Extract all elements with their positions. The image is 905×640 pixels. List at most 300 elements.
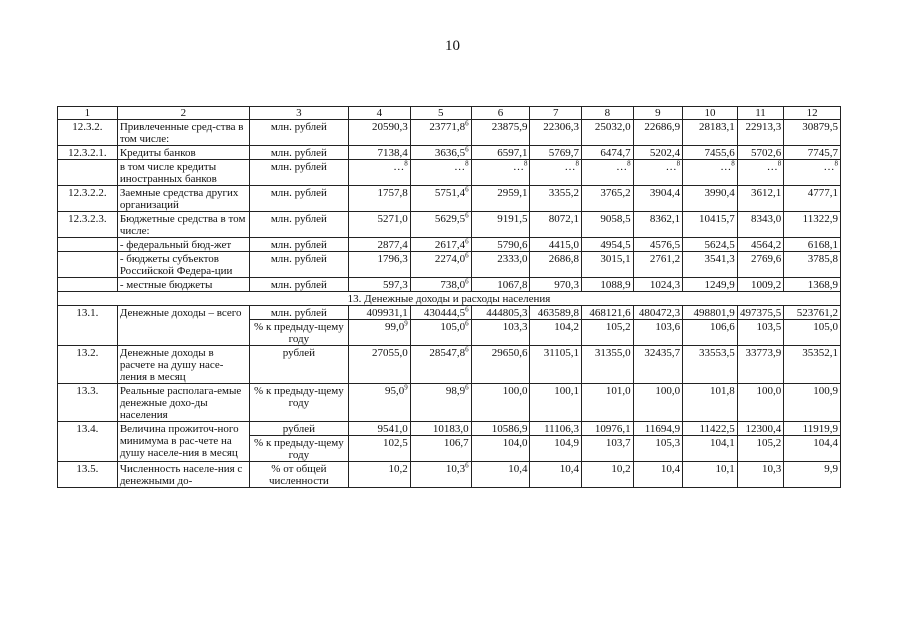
- footnote-marker: 6: [465, 305, 469, 314]
- row-name: Величина прожиточ-ного минимума в рас-чете на душу населе-ния в месяц: [117, 422, 249, 462]
- row-unit: млн. рублей: [249, 146, 348, 160]
- value-cell: [737, 278, 783, 292]
- value-text: 498801,9: [693, 307, 735, 319]
- value-text: 4576,5: [649, 239, 681, 251]
- value-cell: [784, 462, 841, 488]
- value-cell: [683, 422, 738, 436]
- statistics-table: [57, 106, 841, 488]
- value-text: 4564,2: [750, 239, 782, 251]
- row-unit: млн. рублей: [249, 278, 348, 292]
- value-cell: [530, 212, 582, 238]
- value-text: 106,7: [443, 437, 469, 449]
- table-row: [58, 278, 841, 292]
- value-cell: [633, 384, 683, 422]
- row-code: 13.4.: [58, 422, 118, 462]
- value-cell: [471, 238, 530, 252]
- value-text: 22306,3: [543, 121, 580, 133]
- value-text: 33553,5: [699, 347, 735, 359]
- value-cell: [530, 160, 582, 186]
- value-text: 2274,0: [434, 253, 466, 265]
- value-text: 103,3: [502, 321, 528, 333]
- value-text: 8343,0: [750, 213, 782, 225]
- value-cell: [784, 320, 841, 346]
- column-number: 7: [530, 107, 582, 120]
- value-cell: [582, 120, 634, 146]
- value-text: 23875,9: [491, 121, 528, 133]
- value-cell: [348, 462, 410, 488]
- value-text: 100,1: [554, 385, 580, 397]
- value-cell: [633, 320, 683, 346]
- value-text: 11694,9: [644, 423, 681, 435]
- value-text: 4415,0: [548, 239, 580, 251]
- value-cell: [410, 384, 471, 422]
- value-cell: [471, 252, 530, 278]
- footnote-marker: 6: [465, 461, 469, 470]
- value-text: 10,4: [559, 463, 580, 475]
- row-code: 12.3.2.2.: [58, 186, 118, 212]
- value-text: 3541,3: [704, 253, 735, 265]
- table-row: [58, 160, 841, 186]
- row-name: Привлеченные сред-ства в том числе:: [117, 120, 249, 146]
- value-text: 106,6: [710, 321, 735, 333]
- value-text: 5271,0: [377, 213, 408, 225]
- value-text: 409931,1: [366, 307, 408, 319]
- value-text: …: [454, 161, 466, 173]
- value-text: …: [512, 161, 524, 173]
- value-text: 32435,7: [644, 347, 681, 359]
- value-cell: [737, 238, 783, 252]
- column-number: 2: [117, 107, 249, 120]
- value-text: …: [720, 161, 732, 173]
- value-text: 31105,1: [543, 347, 580, 359]
- value-cell: [737, 212, 783, 238]
- row-name: Кредиты банков: [117, 146, 249, 160]
- table-row: [58, 422, 841, 436]
- value-cell: [633, 346, 683, 384]
- value-text: 1757,8: [377, 187, 408, 199]
- row-unit: % к предыду-щему году: [249, 436, 348, 462]
- value-cell: [410, 462, 471, 488]
- footnote-marker: 9: [404, 319, 408, 328]
- value-text: 1024,3: [649, 279, 681, 291]
- section-heading-row: [58, 292, 841, 306]
- value-cell: [410, 306, 471, 320]
- value-text: 104,9: [554, 437, 580, 449]
- value-text: 100,0: [502, 385, 528, 397]
- value-cell: [410, 160, 471, 186]
- value-cell: [683, 436, 738, 462]
- value-cell: [530, 120, 582, 146]
- value-cell: [737, 346, 783, 384]
- value-text: 7138,4: [377, 147, 408, 159]
- value-text: 10,4: [660, 463, 681, 475]
- value-text: 2333,0: [497, 253, 528, 265]
- value-text: 2617,4: [434, 239, 466, 251]
- value-cell: [471, 160, 530, 186]
- value-text: 105,0: [440, 321, 466, 333]
- column-number: 11: [737, 107, 783, 120]
- column-number: 4: [348, 107, 410, 120]
- value-text: 3765,2: [600, 187, 631, 199]
- value-cell: [530, 252, 582, 278]
- value-cell: [737, 160, 783, 186]
- value-text: 10,3: [761, 463, 782, 475]
- row-name: Бюджетные средства в том числе:: [117, 212, 249, 238]
- table-row: [58, 238, 841, 252]
- value-text: 10976,1: [594, 423, 631, 435]
- value-cell: [633, 252, 683, 278]
- value-text: 10183,0: [432, 423, 469, 435]
- value-text: 597,3: [383, 279, 408, 291]
- row-name: - федеральный бюд-жет: [117, 238, 249, 252]
- value-cell: [530, 384, 582, 422]
- value-cell: [348, 238, 410, 252]
- footnote-marker: 6: [465, 145, 469, 154]
- column-number: 5: [410, 107, 471, 120]
- value-cell: [784, 436, 841, 462]
- value-cell: [784, 186, 841, 212]
- value-text: 28183,1: [699, 121, 735, 133]
- value-cell: [410, 252, 471, 278]
- value-cell: [784, 422, 841, 436]
- footnote-marker: 8: [731, 159, 735, 168]
- row-code: 12.3.2.3.: [58, 212, 118, 238]
- value-cell: [582, 278, 634, 292]
- value-text: 103,6: [655, 321, 681, 333]
- value-cell: [471, 278, 530, 292]
- row-name: - бюджеты субъектов Российской Федера-ции: [117, 252, 249, 278]
- value-cell: [737, 436, 783, 462]
- value-cell: [410, 186, 471, 212]
- value-text: 22686,9: [644, 121, 681, 133]
- value-text: 444805,3: [486, 307, 528, 319]
- value-text: …: [766, 161, 778, 173]
- row-unit: млн. рублей: [249, 252, 348, 278]
- row-code: [58, 278, 118, 292]
- value-text: 523761,2: [796, 307, 838, 319]
- value-cell: [582, 252, 634, 278]
- footnote-marker: 8: [834, 159, 838, 168]
- value-text: 10,3: [445, 463, 466, 475]
- value-text: …: [616, 161, 628, 173]
- value-text: 2769,6: [750, 253, 782, 265]
- value-cell: [784, 120, 841, 146]
- value-cell: [582, 186, 634, 212]
- value-cell: [410, 346, 471, 384]
- column-number: 3: [249, 107, 348, 120]
- value-cell: [582, 462, 634, 488]
- section-title: 13. Денежные доходы и расходы населения: [58, 292, 841, 306]
- table-row: [58, 146, 841, 160]
- value-cell: [683, 320, 738, 346]
- value-cell: [683, 120, 738, 146]
- value-text: 497375,5: [739, 307, 782, 319]
- value-cell: [582, 320, 634, 346]
- value-cell: [471, 320, 530, 346]
- footnote-marker: 8: [676, 159, 681, 168]
- footnote-marker: 8: [465, 159, 469, 168]
- value-text: 3904,4: [649, 187, 681, 199]
- value-text: 3612,1: [750, 187, 782, 199]
- value-cell: [348, 212, 410, 238]
- table-row: [58, 212, 841, 238]
- value-cell: [633, 422, 683, 436]
- value-text: 22913,3: [745, 121, 782, 133]
- value-text: 1067,8: [497, 279, 528, 291]
- value-text: 463589,8: [537, 307, 580, 319]
- value-cell: [633, 436, 683, 462]
- row-name: в том числе кредиты иностранных банков: [117, 160, 249, 186]
- value-text: 2877,4: [377, 239, 408, 251]
- value-cell: [348, 436, 410, 462]
- footnote-marker: 6: [465, 383, 469, 392]
- value-text: 27055,0: [372, 347, 408, 359]
- value-cell: [471, 120, 530, 146]
- value-text: 35352,1: [802, 347, 838, 359]
- value-text: 480472,3: [638, 307, 681, 319]
- value-cell: [737, 186, 783, 212]
- value-cell: [348, 306, 410, 320]
- row-unit: млн. рублей: [249, 160, 348, 186]
- value-text: 12300,4: [745, 423, 782, 435]
- value-text: 6168,1: [807, 239, 838, 251]
- value-cell: [348, 160, 410, 186]
- footnote-marker: 6: [465, 119, 469, 128]
- footnote-marker: 6: [465, 277, 469, 286]
- value-cell: [471, 186, 530, 212]
- value-cell: [784, 384, 841, 422]
- row-name: Реальные располага-емые денежные дохо-ды населения: [117, 384, 249, 422]
- value-cell: [530, 346, 582, 384]
- row-unit: рублей: [249, 346, 348, 384]
- footnote-marker: 6: [465, 251, 469, 260]
- value-cell: [348, 252, 410, 278]
- value-cell: [410, 278, 471, 292]
- value-text: 11422,5: [699, 423, 735, 435]
- footnote-marker: 6: [465, 211, 469, 220]
- value-text: 2686,8: [548, 253, 580, 265]
- row-unit: рублей: [249, 422, 348, 436]
- row-unit: млн. рублей: [249, 212, 348, 238]
- value-cell: [582, 422, 634, 436]
- value-text: 2959,1: [497, 187, 528, 199]
- value-text: 30879,5: [802, 121, 838, 133]
- value-cell: [737, 252, 783, 278]
- value-cell: [582, 212, 634, 238]
- value-text: 100,0: [655, 385, 681, 397]
- value-text: 6597,1: [497, 147, 528, 159]
- value-cell: [737, 306, 783, 320]
- row-name: Заемные средства других организаций: [117, 186, 249, 212]
- value-cell: [633, 146, 683, 160]
- value-cell: [582, 160, 634, 186]
- value-cell: [582, 238, 634, 252]
- value-text: 11322,9: [802, 213, 838, 225]
- table-row: [58, 306, 841, 320]
- value-text: 9058,5: [600, 213, 631, 225]
- value-text: 6474,7: [600, 147, 631, 159]
- row-unit: млн. рублей: [249, 238, 348, 252]
- table-row: [58, 346, 841, 384]
- value-text: 5702,6: [750, 147, 782, 159]
- value-cell: [530, 278, 582, 292]
- value-cell: [582, 384, 634, 422]
- value-cell: [784, 252, 841, 278]
- value-cell: [530, 436, 582, 462]
- column-number: 6: [471, 107, 530, 120]
- value-text: 31355,0: [594, 347, 631, 359]
- value-cell: [683, 384, 738, 422]
- value-cell: [633, 462, 683, 488]
- table-row: [58, 384, 841, 422]
- value-text: 1796,3: [377, 253, 408, 265]
- value-cell: [410, 422, 471, 436]
- value-cell: [784, 212, 841, 238]
- value-cell: [683, 306, 738, 320]
- value-cell: [410, 120, 471, 146]
- footnote-marker: 6: [465, 185, 469, 194]
- value-cell: [530, 422, 582, 436]
- column-number: 10: [683, 107, 738, 120]
- value-cell: [530, 186, 582, 212]
- value-text: 33773,9: [745, 347, 782, 359]
- value-text: 95,0: [385, 385, 405, 397]
- value-text: 9,9: [824, 463, 838, 475]
- table-row: [58, 186, 841, 212]
- row-code: 12.3.2.1.: [58, 146, 118, 160]
- value-cell: [471, 306, 530, 320]
- row-code: 13.5.: [58, 462, 118, 488]
- value-cell: [471, 346, 530, 384]
- value-cell: [471, 462, 530, 488]
- value-text: 25032,0: [594, 121, 631, 133]
- value-text: 23771,8: [429, 121, 466, 133]
- footnote-marker: 6: [465, 237, 469, 246]
- table-row: [58, 252, 841, 278]
- value-text: 468121,6: [589, 307, 631, 319]
- value-cell: [683, 462, 738, 488]
- page-number: 10: [445, 38, 460, 54]
- value-text: 1088,9: [600, 279, 631, 291]
- value-text: 100,0: [756, 385, 782, 397]
- value-cell: [471, 212, 530, 238]
- value-cell: [683, 160, 738, 186]
- footnote-marker: 9: [404, 383, 408, 392]
- value-cell: [737, 320, 783, 346]
- value-cell: [683, 186, 738, 212]
- value-text: 3990,4: [704, 187, 735, 199]
- value-cell: [530, 320, 582, 346]
- value-cell: [410, 238, 471, 252]
- value-cell: [348, 320, 410, 346]
- value-cell: [633, 306, 683, 320]
- value-text: 104,1: [710, 437, 735, 449]
- row-unit: млн. рублей: [249, 186, 348, 212]
- row-name: Денежные доходы – всего: [117, 306, 249, 346]
- value-text: 11106,3: [544, 423, 580, 435]
- value-text: 8072,1: [548, 213, 580, 225]
- value-cell: [530, 238, 582, 252]
- value-text: 99,0: [385, 321, 405, 333]
- value-text: …: [823, 161, 835, 173]
- value-cell: [633, 212, 683, 238]
- value-cell: [683, 212, 738, 238]
- value-cell: [737, 422, 783, 436]
- table-row: [58, 120, 841, 146]
- row-code: 12.3.2.: [58, 120, 118, 146]
- value-cell: [348, 384, 410, 422]
- row-name: - местные бюджеты: [117, 278, 249, 292]
- value-text: 10415,7: [699, 213, 735, 225]
- value-text: 5769,7: [548, 147, 580, 159]
- value-cell: [784, 346, 841, 384]
- row-unit: млн. рублей: [249, 120, 348, 146]
- value-text: 2761,2: [649, 253, 681, 265]
- value-text: 105,0: [813, 321, 838, 333]
- value-cell: [410, 146, 471, 160]
- value-text: 3636,5: [434, 147, 466, 159]
- value-text: 970,3: [554, 279, 580, 291]
- value-cell: [633, 160, 683, 186]
- value-cell: [683, 238, 738, 252]
- value-text: 1368,9: [807, 279, 838, 291]
- value-cell: [410, 212, 471, 238]
- footnote-marker: 8: [523, 159, 528, 168]
- value-cell: [683, 278, 738, 292]
- value-cell: [784, 306, 841, 320]
- value-cell: [348, 422, 410, 436]
- value-text: 103,5: [756, 321, 782, 333]
- row-unit: млн. рублей: [249, 306, 348, 320]
- column-number: 9: [633, 107, 683, 120]
- row-name: Денежные доходы в расчете на душу насе-ления в месяц: [117, 346, 249, 384]
- value-cell: [582, 346, 634, 384]
- row-unit: % к предыду-щему году: [249, 320, 348, 346]
- value-text: 105,3: [655, 437, 681, 449]
- value-cell: [683, 252, 738, 278]
- value-text: 101,0: [605, 385, 631, 397]
- value-text: 5751,4: [434, 187, 466, 199]
- value-cell: [784, 146, 841, 160]
- value-cell: [683, 146, 738, 160]
- value-text: 29650,6: [491, 347, 528, 359]
- value-cell: [471, 436, 530, 462]
- value-text: …: [393, 161, 405, 173]
- value-cell: [530, 146, 582, 160]
- value-cell: [471, 384, 530, 422]
- value-text: 10,2: [611, 463, 631, 475]
- value-text: 3785,8: [807, 253, 838, 265]
- row-code: [58, 160, 118, 186]
- value-text: 430444,5: [423, 307, 466, 319]
- value-cell: [633, 238, 683, 252]
- value-text: 1009,2: [750, 279, 782, 291]
- value-cell: [737, 146, 783, 160]
- value-cell: [633, 278, 683, 292]
- row-code: 13.1.: [58, 306, 118, 346]
- value-text: 8362,1: [649, 213, 681, 225]
- value-text: 5629,5: [434, 213, 466, 225]
- value-cell: [348, 120, 410, 146]
- value-cell: [737, 120, 783, 146]
- value-cell: [683, 346, 738, 384]
- value-cell: [737, 384, 783, 422]
- value-cell: [582, 306, 634, 320]
- value-text: 20590,3: [372, 121, 408, 133]
- value-text: 4954,5: [600, 239, 631, 251]
- row-code: [58, 252, 118, 278]
- value-cell: [348, 146, 410, 160]
